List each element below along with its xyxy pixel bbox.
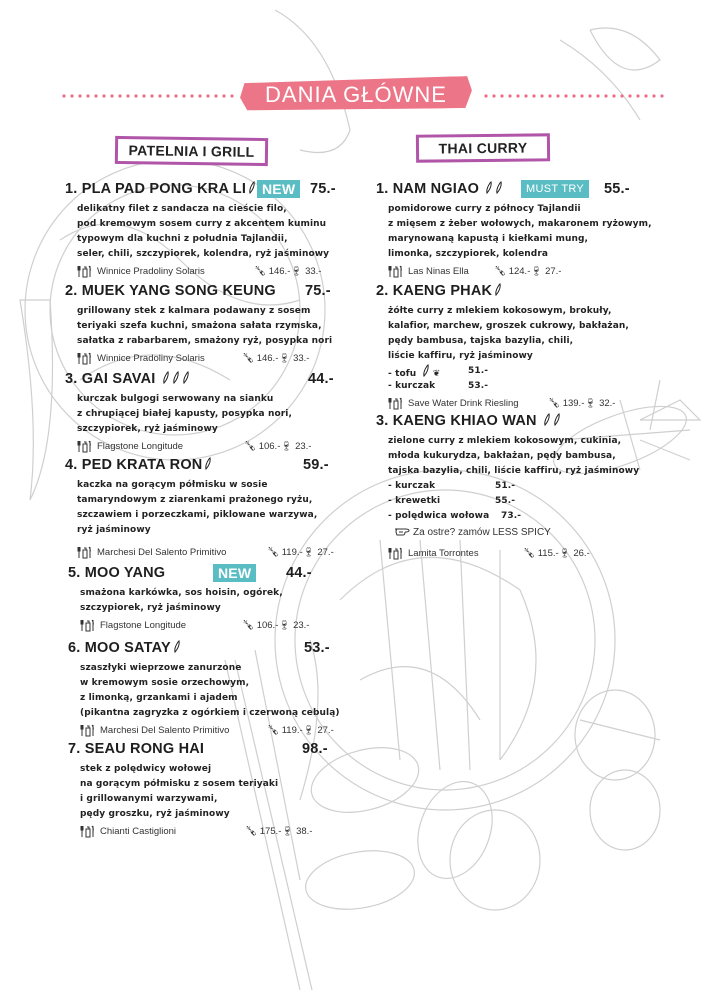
wine-bottle-icon: 🍾︎: [548, 398, 561, 409]
dish-price: 98.-: [302, 741, 328, 757]
wine-glass-icon: 🍷︎: [290, 266, 303, 277]
chili-pepper-icon: [494, 283, 502, 296]
menu-item[interactable]: [65, 457, 340, 560]
dish-name: 1. NAM NGIAO: [376, 181, 503, 197]
wine-pairing: Save Water Drink Riesling 🍾︎ 139.-🍷︎ 32.-: [388, 397, 646, 411]
wine-glass-icon: 🍷︎: [530, 266, 543, 277]
wine-glass-icon: 🍷︎: [281, 826, 294, 837]
dish-description: żółte curry z mlekiem kokosowym, brokuły, kalafior, marchew, groszek cukrowy, bakłażan, pędy bambusa, tajska bazylia, chili, liście kaffiru, ryż jaśminowy - tofu ❦ 51.- - kurczak 53.-: [388, 304, 646, 394]
dish-description: stek z polędwicy wołowej na gorącym półmisku z sosem teriyaki i grillowanymi warzywami, pędy groszku, ryż jaśminowy: [80, 764, 279, 819]
wine-glass-icon: 🍷︎: [280, 441, 293, 452]
dish-price: 44.-: [308, 371, 334, 387]
wine-bottle-icon: 🍾︎: [494, 266, 507, 277]
dish-name: 4. PED KRATA RON: [65, 457, 212, 473]
wine-glass-icon: 🍷︎: [278, 353, 291, 364]
dish-name: 1. PLA PAD PONG KRA LI: [65, 181, 256, 197]
chili-pepper-icon: [172, 371, 180, 384]
wine-pairing: Flagstone Longitude 🍾︎ 106.-🍷︎ 23.-: [77, 440, 340, 454]
cutlery-wine-icon: [80, 825, 96, 838]
wine-glass-icon: 🍷︎: [558, 548, 571, 559]
menu-item[interactable]: [65, 181, 340, 279]
chili-pepper-icon: [495, 181, 503, 194]
variant-option[interactable]: - kurczak 51.-: [388, 481, 516, 491]
wine-pairing: Chianti Castiglioni 🍾︎ 175.-🍷︎ 38.-: [80, 825, 343, 839]
dish-price: 75.-: [310, 181, 336, 197]
wine-bottle-icon: 🍾︎: [242, 353, 255, 364]
wine-pairing: Flagstone Longitude 🍾︎ 106.-🍷︎ 23.-: [80, 619, 343, 633]
wine-pairing: Marchesi Del Salento Primitivo 🍾︎ 119.-🍷︎ 27.-: [77, 546, 340, 560]
wine-glass-icon: 🍷︎: [278, 620, 291, 631]
dish-price: 55.-: [604, 181, 630, 197]
cutlery-wine-icon: [77, 265, 93, 278]
section-header-patelnia-grill: PATELNIA I GRILL: [115, 136, 268, 166]
dish-description: delikatny filet z sandacza na cieście filo, pod kremowym sosem curry z akcentem kuminu typowym dla kuchni z południa Tajlandii, seler, chili, szczypiorek, kolendra, ryż jaśminowy: [77, 204, 330, 259]
chili-pepper-icon: [204, 457, 212, 470]
wine-pairing: Lamita Torrontes 🍾︎ 115.-🍷︎ 26.-: [388, 547, 666, 561]
wine-bottle-icon: 🍾︎: [254, 266, 267, 277]
dish-name: 6. MOO SATAY: [68, 640, 181, 656]
chili-pepper-icon: [248, 181, 256, 194]
must-try-badge: MUST TRY: [521, 180, 589, 198]
cutlery-wine-icon: [77, 440, 93, 453]
dish-name: 7. SEAU RONG HAI: [68, 741, 205, 757]
chili-pepper-icon: [162, 371, 170, 384]
dish-price: 44.-: [286, 565, 312, 581]
menu-item[interactable]: [68, 741, 343, 839]
dish-name: 2. KAENG PHAK: [376, 283, 502, 299]
wine-glass-icon: 🍷︎: [302, 725, 315, 736]
menu-item[interactable]: [68, 565, 343, 633]
variant-option[interactable]: - polędwica wołowa 73.-: [388, 511, 522, 521]
cutlery-wine-icon: [77, 546, 93, 559]
wine-bottle-icon: 🍾︎: [267, 547, 280, 558]
pointing-hand-icon: [394, 526, 410, 536]
chili-pepper-icon: [485, 181, 493, 194]
menu-item[interactable]: [376, 413, 666, 561]
wine-bottle-icon: 🍾︎: [244, 441, 257, 452]
dish-description: pomidorowe curry z północy Tajlandii z mięsem z żeber wołowych, makaronem ryżowym, marynowaną kapustą i kiełkami mung, limonka, szczypiorek, kolendra: [388, 204, 652, 259]
menu-item[interactable]: [65, 371, 340, 454]
less-spicy-tip: Za ostre? zamów LESS SPICY: [394, 526, 666, 541]
variant-option[interactable]: - krewetki 55.-: [388, 496, 516, 506]
dish-description: szaszłyki wieprzowe zanurzone w kremowym sosie orzechowym, z limonką, grzankami i ajadem (pikantna zagryzka z ogórkiem i czerwoną cebulą): [80, 663, 340, 718]
dish-description: kurczak bulgogi serwowany na sianku z chrupiącej białej kapusty, posypka nori, szczypiorek, ryż jaśminowy: [77, 394, 292, 434]
wine-pairing: Marchesi Del Salento Primitivo 🍾︎ 119.-🍷︎ 27.-: [80, 724, 348, 738]
cutlery-wine-icon: [388, 397, 404, 410]
chili-pepper-icon: [422, 364, 430, 377]
wine-bottle-icon: 🍾︎: [523, 548, 536, 559]
chili-pepper-icon: [553, 413, 561, 426]
chili-pepper-icon: [543, 413, 551, 426]
dish-name: 3. GAI SAVAI: [65, 371, 190, 387]
cutlery-wine-icon: [77, 352, 93, 365]
chili-pepper-icon: [173, 640, 181, 653]
variant-option[interactable]: - kurczak 53.-: [388, 381, 489, 391]
menu-item[interactable]: [68, 640, 348, 738]
page-title: DANIA GŁÓWNE: [265, 82, 447, 107]
dish-description: zielone curry z mlekiem kokosowym, cukinia, młoda kukurydza, bakłażan, pędy bambusa, tajska bazylia, chili, liście kaffiru, ryż jaśminowy - kurczak 51.- - krewetki 55.- - polędwica wołowa 73.-: [388, 434, 666, 524]
new-badge: NEW: [213, 564, 256, 582]
dish-name: 5. MOO YANG: [68, 565, 166, 581]
new-badge: NEW: [257, 180, 300, 198]
dish-name: 3. KAENG KHIAO WAN: [376, 413, 561, 429]
menu-item[interactable]: [376, 181, 652, 279]
wine-glass-icon: 🍷︎: [302, 547, 315, 558]
section-header-thai-curry: THAI CURRY: [416, 133, 550, 162]
wine-pairing: Winnice Pradoliny Solaris 🍾︎ 146.-🍷︎ 33.-: [77, 352, 340, 366]
dish-name: 2. MUEK YANG SONG KEUNG: [65, 283, 276, 299]
cutlery-wine-icon: [388, 547, 404, 560]
wine-bottle-icon: 🍾︎: [242, 620, 255, 631]
wine-bottle-icon: 🍾︎: [245, 826, 258, 837]
dish-description: smażona karkówka, sos hoisin, ogórek, szczypiorek, ryż jaśminowy: [80, 588, 283, 613]
wine-bottle-icon: 🍾︎: [267, 725, 280, 736]
decorative-dots-right: [482, 93, 667, 99]
wine-glass-icon: 🍷︎: [584, 398, 597, 409]
menu-item[interactable]: [65, 283, 340, 366]
dish-price: 75.-: [305, 283, 331, 299]
menu-item[interactable]: [376, 283, 646, 411]
cutlery-wine-icon: [80, 619, 96, 632]
dish-description: kaczka na gorącym półmisku w sosie tamaryndowym z ziarenkami prażonego ryżu, szczawiem i porzeczkami, piklowane warzywa, ryż jaśminowy: [77, 480, 318, 535]
dish-description: grillowany stek z kalmara podawany z sosem teriyaki szefa kuchni, smażona sałata rzymska, sałatka z rabarbarem, smażony ryż, posypka nori: [77, 306, 333, 346]
cutlery-wine-icon: [388, 265, 404, 278]
leaf-icon: ❦: [432, 369, 441, 379]
dish-price: 59.-: [303, 457, 329, 473]
cutlery-wine-icon: [80, 724, 96, 737]
decorative-dots-left: [60, 93, 236, 99]
dish-price: 53.-: [304, 640, 330, 656]
wine-pairing: Las Ninas Ella 🍾︎ 124.-🍷︎ 27.-: [388, 265, 646, 279]
variant-option[interactable]: - tofu ❦ 51.-: [388, 366, 489, 379]
chili-pepper-icon: [182, 371, 190, 384]
wine-pairing: Winnice Pradoliny Solaris 🍾︎ 146.-🍷︎ 33.-: [77, 265, 340, 279]
